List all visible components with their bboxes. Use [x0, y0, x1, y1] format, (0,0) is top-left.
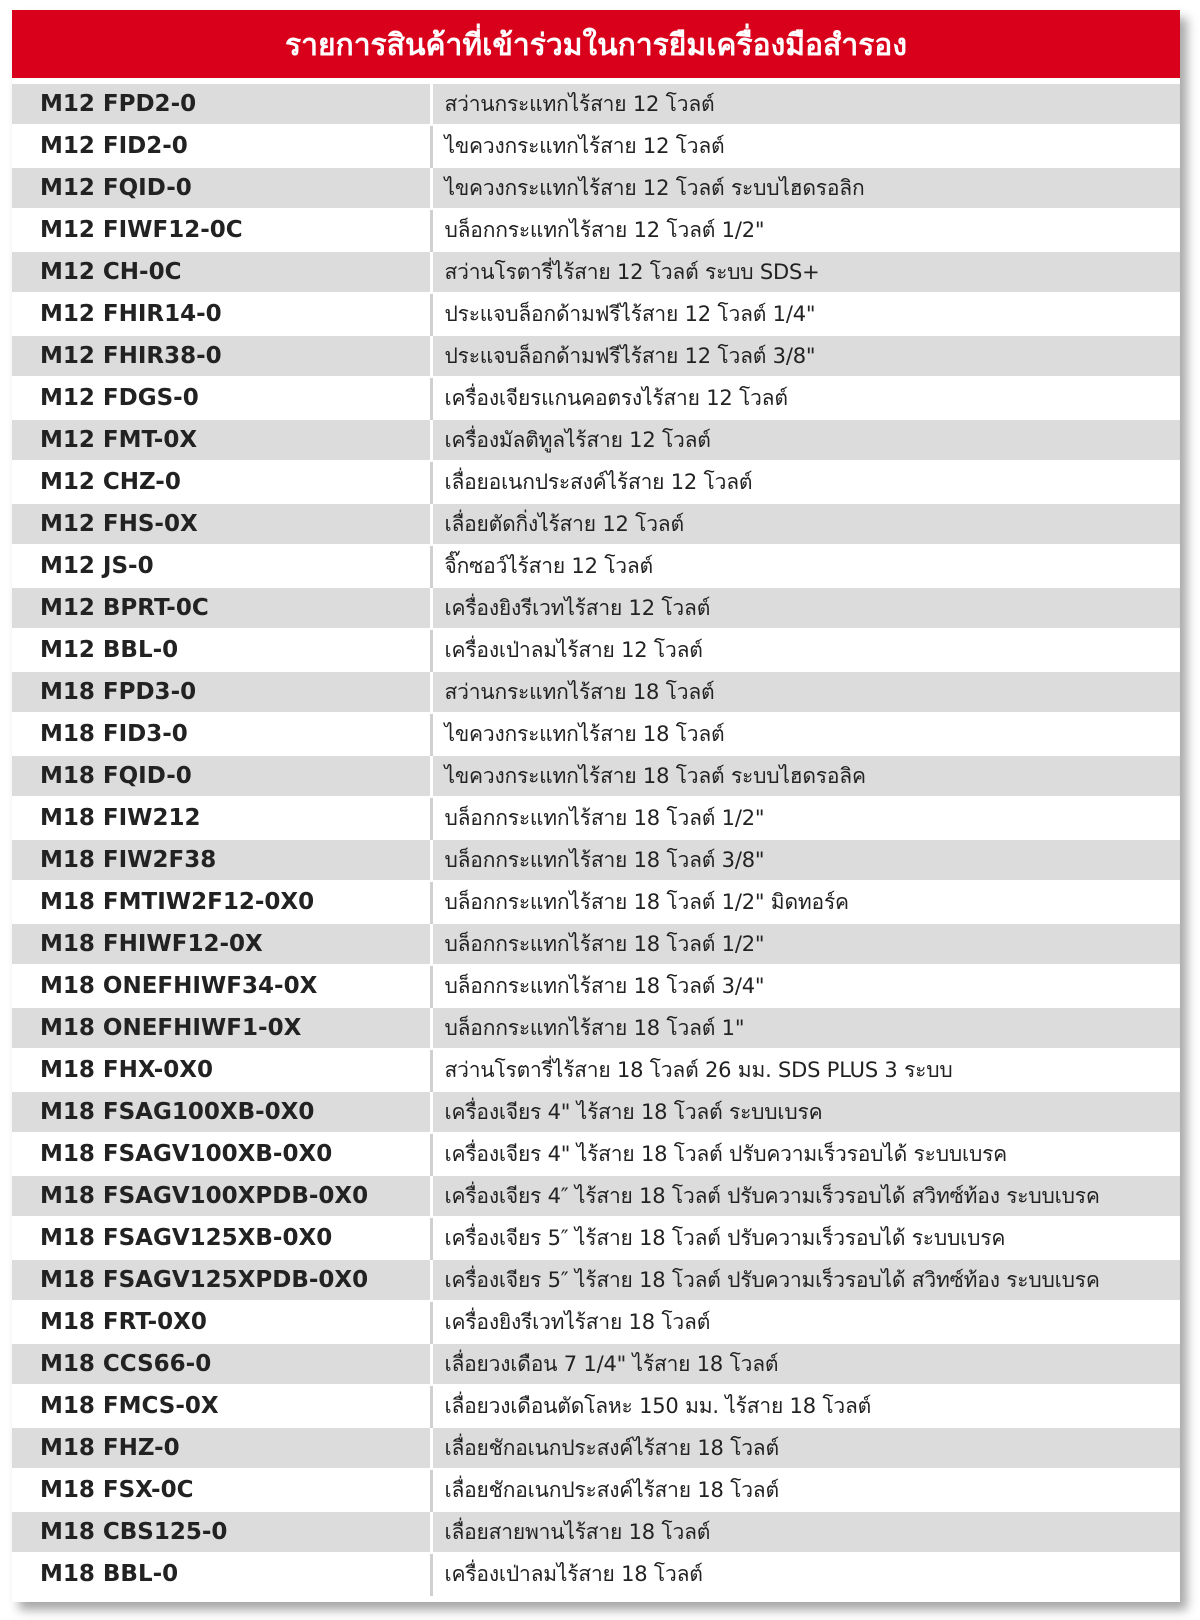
description-cell: บล็อกกระแทกไร้สาย 18 โวลต์ 1" — [431, 1007, 1180, 1049]
model-cell: M18 FHX-0X0 — [12, 1049, 431, 1091]
model-cell: M18 ONEFHIWF1-0X — [12, 1007, 431, 1049]
model-cell: M12 JS-0 — [12, 545, 431, 587]
table-row — [12, 84, 1180, 125]
description-cell: สว่านโรตารี่ไร้สาย 12 โวลต์ ระบบ SDS+ — [431, 251, 1180, 293]
description-cell: เครื่องเจียร 4″ ไร้สาย 18 โวลต์ ปรับความเร็วรอบได้ สวิทซ์ท้อง ระบบเบรค — [431, 1175, 1180, 1217]
model-cell: M18 FSAGV125XPDB-0X0 — [12, 1259, 431, 1301]
table-row — [12, 629, 1180, 671]
description-cell: เครื่องเจียร 4" ไร้สาย 18 โวลต์ ระบบเบรค — [431, 1091, 1180, 1133]
model-cell: M12 FQID-0 — [12, 167, 431, 209]
model-cell: M18 CCS66-0 — [12, 1343, 431, 1385]
description-cell: เครื่องเจียร 4" ไร้สาย 18 โวลต์ ปรับความเร็วรอบได้ ระบบเบรค — [431, 1133, 1180, 1175]
table-row — [12, 419, 1180, 461]
description-cell: เลื่อยวงเดือนตัดโลหะ 150 มม. ไร้สาย 18 โวลต์ — [431, 1385, 1180, 1427]
model-cell: M18 FID3-0 — [12, 713, 431, 755]
table-row — [12, 1301, 1180, 1343]
table-row — [12, 209, 1180, 251]
table-row — [12, 587, 1180, 629]
description-cell: เครื่องมัลติทูลไร้สาย 12 โวลต์ — [431, 419, 1180, 461]
table-row — [12, 881, 1180, 923]
description-cell: สว่านโรตารี่ไร้สาย 18 โวลต์ 26 มม. SDS PLUS 3 ระบบ — [431, 1049, 1180, 1091]
table-row — [12, 1217, 1180, 1259]
table-row — [12, 1133, 1180, 1175]
model-cell: M18 FIW2F38 — [12, 839, 431, 881]
model-cell: M12 FID2-0 — [12, 125, 431, 167]
table-row — [12, 713, 1180, 755]
table-row — [12, 1427, 1180, 1469]
table-row — [12, 1385, 1180, 1427]
description-cell: ไขควงกระแทกไร้สาย 12 โวลต์ — [431, 125, 1180, 167]
model-cell: M18 FRT-0X0 — [12, 1301, 431, 1343]
description-cell: เลื่อยชักอเนกประสงค์ไร้สาย 18 โวลต์ — [431, 1427, 1180, 1469]
description-cell: เครื่องยิงรีเวทไร้สาย 12 โวลต์ — [431, 587, 1180, 629]
table-row — [12, 503, 1180, 545]
table-row — [12, 1007, 1180, 1049]
table-row — [12, 923, 1180, 965]
model-cell: M12 FDGS-0 — [12, 377, 431, 419]
description-cell: เลื่อยวงเดือน 7 1/4" ไร้สาย 18 โวลต์ — [431, 1343, 1180, 1385]
description-cell: บล็อกกระแทกไร้สาย 18 โวลต์ 3/8" — [431, 839, 1180, 881]
description-cell: ประแจบล็อกด้ามฟรีไร้สาย 12 โวลต์ 1/4" — [431, 293, 1180, 335]
product-table-body — [12, 84, 1180, 1595]
description-cell: เครื่องเจียรแกนคอตรงไร้สาย 12 โวลต์ — [431, 377, 1180, 419]
model-cell: M18 FQID-0 — [12, 755, 431, 797]
model-cell: M18 FIW212 — [12, 797, 431, 839]
description-cell: จิ๊กซอว์ไร้สาย 12 โวลต์ — [431, 545, 1180, 587]
description-cell: เลื่อยชักอเนกประสงค์ไร้สาย 18 โวลต์ — [431, 1469, 1180, 1511]
table-row — [12, 335, 1180, 377]
description-cell: เครื่องเป่าลมไร้สาย 18 โวลต์ — [431, 1553, 1180, 1595]
description-cell: ไขควงกระแทกไร้สาย 12 โวลต์ ระบบไฮดรอลิก — [431, 167, 1180, 209]
model-cell: M12 BBL-0 — [12, 629, 431, 671]
description-cell: เครื่องยิงรีเวทไร้สาย 18 โวลต์ — [431, 1301, 1180, 1343]
description-cell: เลื่อยอเนกประสงค์ไร้สาย 12 โวลต์ — [431, 461, 1180, 503]
description-cell: ไขควงกระแทกไร้สาย 18 โวลต์ — [431, 713, 1180, 755]
model-cell: M18 FSAGV125XB-0X0 — [12, 1217, 431, 1259]
table-row — [12, 1049, 1180, 1091]
description-cell: บล็อกกระแทกไร้สาย 18 โวลต์ 3/4" — [431, 965, 1180, 1007]
model-cell: M18 FSX-0C — [12, 1469, 431, 1511]
description-cell: ไขควงกระแทกไร้สาย 18 โวลต์ ระบบไฮดรอลิค — [431, 755, 1180, 797]
model-cell: M18 FHZ-0 — [12, 1427, 431, 1469]
table-row — [12, 1175, 1180, 1217]
table-row — [12, 167, 1180, 209]
table-row — [12, 1091, 1180, 1133]
description-cell: เครื่องเจียร 5″ ไร้สาย 18 โวลต์ ปรับความเร็วรอบได้ ระบบเบรค — [431, 1217, 1180, 1259]
model-cell: M18 BBL-0 — [12, 1553, 431, 1595]
description-cell: เครื่องเจียร 5″ ไร้สาย 18 โวลต์ ปรับความเร็วรอบได้ สวิทซ์ท้อง ระบบเบรค — [431, 1259, 1180, 1301]
model-cell: M12 FHIR14-0 — [12, 293, 431, 335]
model-cell: M18 FHIWF12-0X — [12, 923, 431, 965]
description-cell: เลื่อยสายพานไร้สาย 18 โวลต์ — [431, 1511, 1180, 1553]
description-cell: สว่านกระแทกไร้สาย 12 โวลต์ — [431, 84, 1180, 125]
description-cell: บล็อกกระแทกไร้สาย 12 โวลต์ 1/2" — [431, 209, 1180, 251]
description-cell: เครื่องเป่าลมไร้สาย 12 โวลต์ — [431, 629, 1180, 671]
model-cell: M12 CHZ-0 — [12, 461, 431, 503]
table-row — [12, 1343, 1180, 1385]
table-row — [12, 125, 1180, 167]
description-cell: บล็อกกระแทกไร้สาย 18 โวลต์ 1/2" — [431, 797, 1180, 839]
description-cell: บล็อกกระแทกไร้สาย 18 โวลต์ 1/2" — [431, 923, 1180, 965]
model-cell: M18 ONEFHIWF34-0X — [12, 965, 431, 1007]
model-cell: M12 FHIR38-0 — [12, 335, 431, 377]
table-row — [12, 1511, 1180, 1553]
table-row — [12, 545, 1180, 587]
description-cell: บล็อกกระแทกไร้สาย 18 โวลต์ 1/2" มิดทอร์ค — [431, 881, 1180, 923]
model-cell: M12 FPD2-0 — [12, 84, 431, 125]
model-cell: M18 FMTIW2F12-0X0 — [12, 881, 431, 923]
model-cell: M12 FIWF12-0C — [12, 209, 431, 251]
description-cell: ประแจบล็อกด้ามฟรีไร้สาย 12 โวลต์ 3/8" — [431, 335, 1180, 377]
model-cell: M12 BPRT-0C — [12, 587, 431, 629]
model-cell: M18 FMCS-0X — [12, 1385, 431, 1427]
table-row — [12, 671, 1180, 713]
table-row — [12, 1259, 1180, 1301]
table-row — [12, 293, 1180, 335]
model-cell: M18 FSAGV100XPDB-0X0 — [12, 1175, 431, 1217]
model-cell: M18 FSAGV100XB-0X0 — [12, 1133, 431, 1175]
model-cell: M12 FHS-0X — [12, 503, 431, 545]
table-row — [12, 839, 1180, 881]
description-cell: สว่านกระแทกไร้สาย 18 โวลต์ — [431, 671, 1180, 713]
table-row — [12, 1469, 1180, 1511]
table-row — [12, 755, 1180, 797]
table-row — [12, 461, 1180, 503]
table-row — [12, 377, 1180, 419]
model-cell: M18 CBS125-0 — [12, 1511, 431, 1553]
model-cell: M12 FMT-0X — [12, 419, 431, 461]
product-table — [12, 84, 1180, 1596]
table-row — [12, 1553, 1180, 1595]
table-row — [12, 797, 1180, 839]
model-cell: M18 FSAG100XB-0X0 — [12, 1091, 431, 1133]
page-title: รายการสินค้าที่เข้าร่วมในการยืมเครื่องมือสำรอง — [12, 10, 1180, 82]
model-cell: M12 CH-0C — [12, 251, 431, 293]
description-cell: เลื่อยตัดกิ่งไร้สาย 12 โวลต์ — [431, 503, 1180, 545]
table-row — [12, 251, 1180, 293]
model-cell: M18 FPD3-0 — [12, 671, 431, 713]
product-list-card — [12, 10, 1180, 1602]
table-row — [12, 965, 1180, 1007]
